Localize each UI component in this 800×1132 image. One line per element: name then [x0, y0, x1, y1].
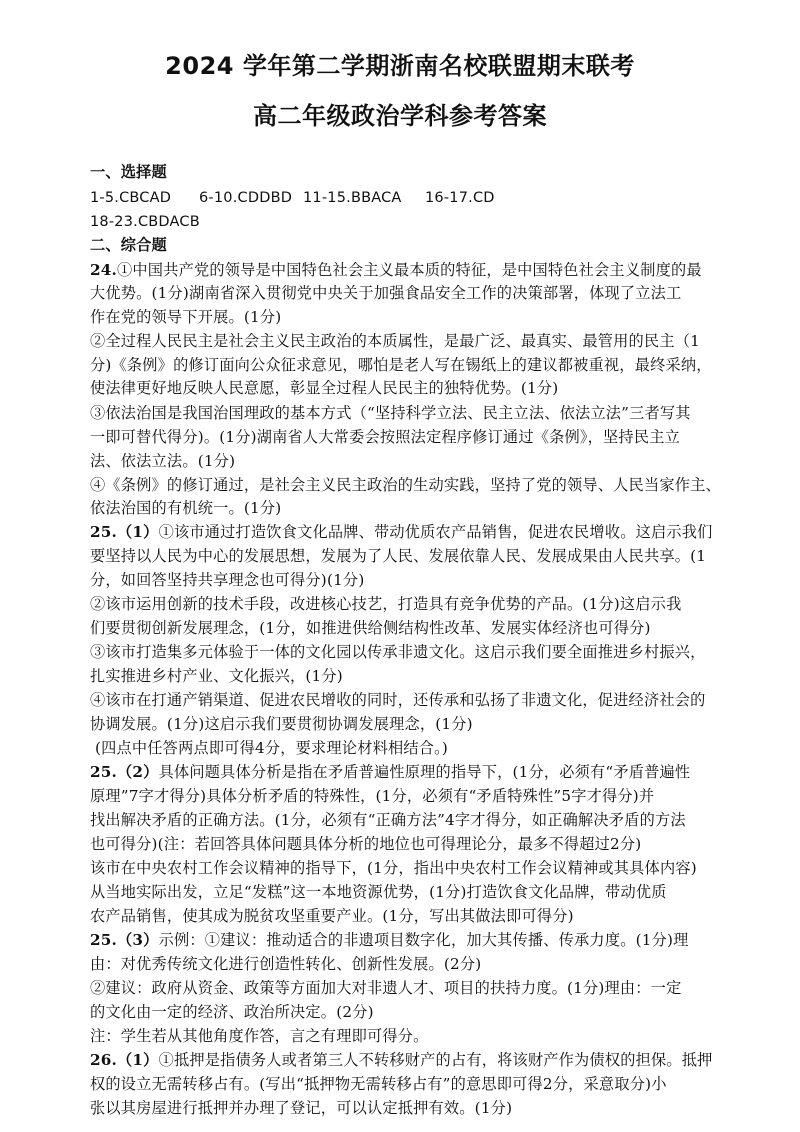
answer-line: 该市在中央农村工作会议精神的指导下，(1分，指出中央农村工作会议精神或其具体内容): [90, 859, 697, 877]
answer-line: ④《条例》的修订通过，是社会主义民主政治的生动实践，坚持了党的领导、人民当家作主、: [90, 476, 721, 494]
section-heading-choice: 一、选择题: [90, 163, 167, 181]
answer-line: ③该市打造集多元体验于一体的文化园以传承非遗文化。这启示我们要全面推进乡村振兴，: [90, 643, 706, 661]
answer-line: 依法治国的有机统一。(1分): [90, 499, 282, 517]
answer-line: 24.①中国共产党的领导是中国特色社会主义最本质的特征，是中国特色社会主义制度的最: [90, 261, 702, 279]
answer-line: ④该市在打通产销渠道、促进农民增收的同时，还传承和弘扬了非遗文化，促进经济社会的: [90, 691, 706, 709]
mcq-answer-group: 1-5.CBCAD: [90, 190, 172, 206]
answer-line: 从当地实际出发，立足“发糕”这一本地资源优势，(1分)打造饮食文化品牌，带动优质: [90, 883, 667, 901]
answer-line: 的文化由一定的经济、政治所决定。(2分): [90, 1003, 374, 1021]
answer-line: 注：学生若从其他角度作答，言之有理即可得分。: [90, 1027, 429, 1045]
answer-line: 大优势。(1分)湖南省深入贯彻党中央关于加强食品安全工作的决策部署，体现了立法工: [90, 284, 682, 302]
answer-line: 25.（3）示例：①建议：推动适合的非遗项目数字化，加大其传播、传承力度。(1分)理: [90, 931, 689, 949]
question-number: 24.: [90, 261, 118, 279]
answer-line: (四点中任答两点即可得4分，要求理论材料相结合。): [95, 739, 449, 757]
question-number: 25.（1）: [90, 523, 159, 541]
answer-line: 扎实推进乡村产业、文化振兴，(1分): [90, 667, 343, 685]
answer-line: 也可得分)(注：若回答具体问题具体分析的地位也可得理论分，最多不得超过2分): [90, 835, 642, 853]
answer-line: 们要贯彻创新发展理念，(1分，如推进供给侧结构性改革、发展实体经济也可得分): [90, 619, 651, 637]
mcq-answer-group: 16-17.CD: [425, 190, 495, 206]
answer-line: ②全过程人民民主是社会主义民主政治的本质属性，是最广泛、最真实、最管用的民主（1: [90, 332, 700, 350]
mcq-answers-row-2: [90, 210, 735, 233]
mcq-answer-group: 18-23.CBDACB: [90, 214, 200, 230]
answer-line: 找出解决矛盾的正确方法。(1分，必须有“正确方法”4字才得分，如正确解决矛盾的方法: [90, 811, 686, 829]
section-heading-comprehensive: 二、综合题: [90, 236, 167, 254]
answer-line: 分，如回答坚持共享理念也可得分)(1分): [90, 571, 365, 589]
answer-line: 原理”7字才得分)具体分析矛盾的特殊性，(1分，必须有“矛盾特殊性”5字才得分)并: [90, 787, 655, 805]
question-number: 25.（2）: [90, 763, 159, 781]
answer-line: 一即可替代得分)。(1分)湖南省人大常委会按照法定程序修订通过《条例》，坚持民主立: [90, 428, 680, 446]
question-number: 26.（1）: [90, 1051, 159, 1069]
answer-line: 25.（2）具体问题具体分析是指在矛盾普遍性原理的指导下，(1分，必须有“矛盾普遍性: [90, 763, 691, 781]
answer-line: ②该市运用创新的技术手段，改进核心技艺，打造具有竞争优势的产品。(1分)这启示我: [90, 595, 682, 613]
answer-line: 要坚持以人民为中心的发展思想，发展为了人民、发展依靠人民、发展成果由人民共享。(1: [90, 547, 707, 565]
answer-line: 农产品销售，使其成为脱贫攻坚重要产业。(1分，写出其做法即可得分): [90, 907, 574, 925]
answer-line: ③依法治国是我国治国理政的基本方式（“坚持科学立法、民主立法、依法立法”三者写其: [90, 404, 691, 422]
answer-line: 分)《条例》的修订面向公众征求意见，哪怕是老人写在锡纸上的建议都被重视，最终采纳，: [90, 356, 712, 374]
answer-line: 法、依法立法。(1分): [90, 452, 236, 470]
exam-title: 2024 学年第二学期浙南名校联盟期末联考: [165, 52, 635, 80]
answer-line: 协调发展。(1分)这启示我们要贯彻协调发展理念，(1分): [90, 715, 473, 733]
answer-line: 权的设立无需转移占有。(写出“抵押物无需转移占有”的意思即可得2分，采意取分)小: [90, 1075, 667, 1093]
answer-line: 使法律更好地反映人民意愿，彰显全过程人民民主的独特优势。(1分): [90, 379, 559, 397]
mcq-answers-row: [90, 186, 735, 209]
answer-line: 25.（1）①该市通过打造饮食文化品牌、带动优质农产品销售，促进农民增收。这启示我们: [90, 523, 713, 541]
mcq-answer-group: 11-15.BBACA: [303, 190, 402, 206]
answer-line: 张以其房屋进行抵押并办理了登记，可以认定抵押有效。(1分): [90, 1099, 513, 1117]
question-number: 25.（3）: [90, 931, 159, 949]
answer-line: 由：对优秀传统文化进行创造性转化、创新性发展。(2分): [90, 955, 482, 973]
answer-line: 26.（1）①抵押是指债务人或者第三人不转移财产的占有，将该财产作为债权的担保。抵押: [90, 1051, 713, 1069]
answer-key-subtitle: 高二年级政治学科参考答案: [253, 102, 547, 130]
mcq-answer-group: 6-10.CDDBD: [199, 190, 293, 206]
answer-line: 作在党的领导下开展。(1分): [90, 308, 282, 326]
answer-line: ②建议：政府从资金、政策等方面加大对非遗人才、项目的扶持力度。(1分)理由：一定: [90, 979, 682, 997]
